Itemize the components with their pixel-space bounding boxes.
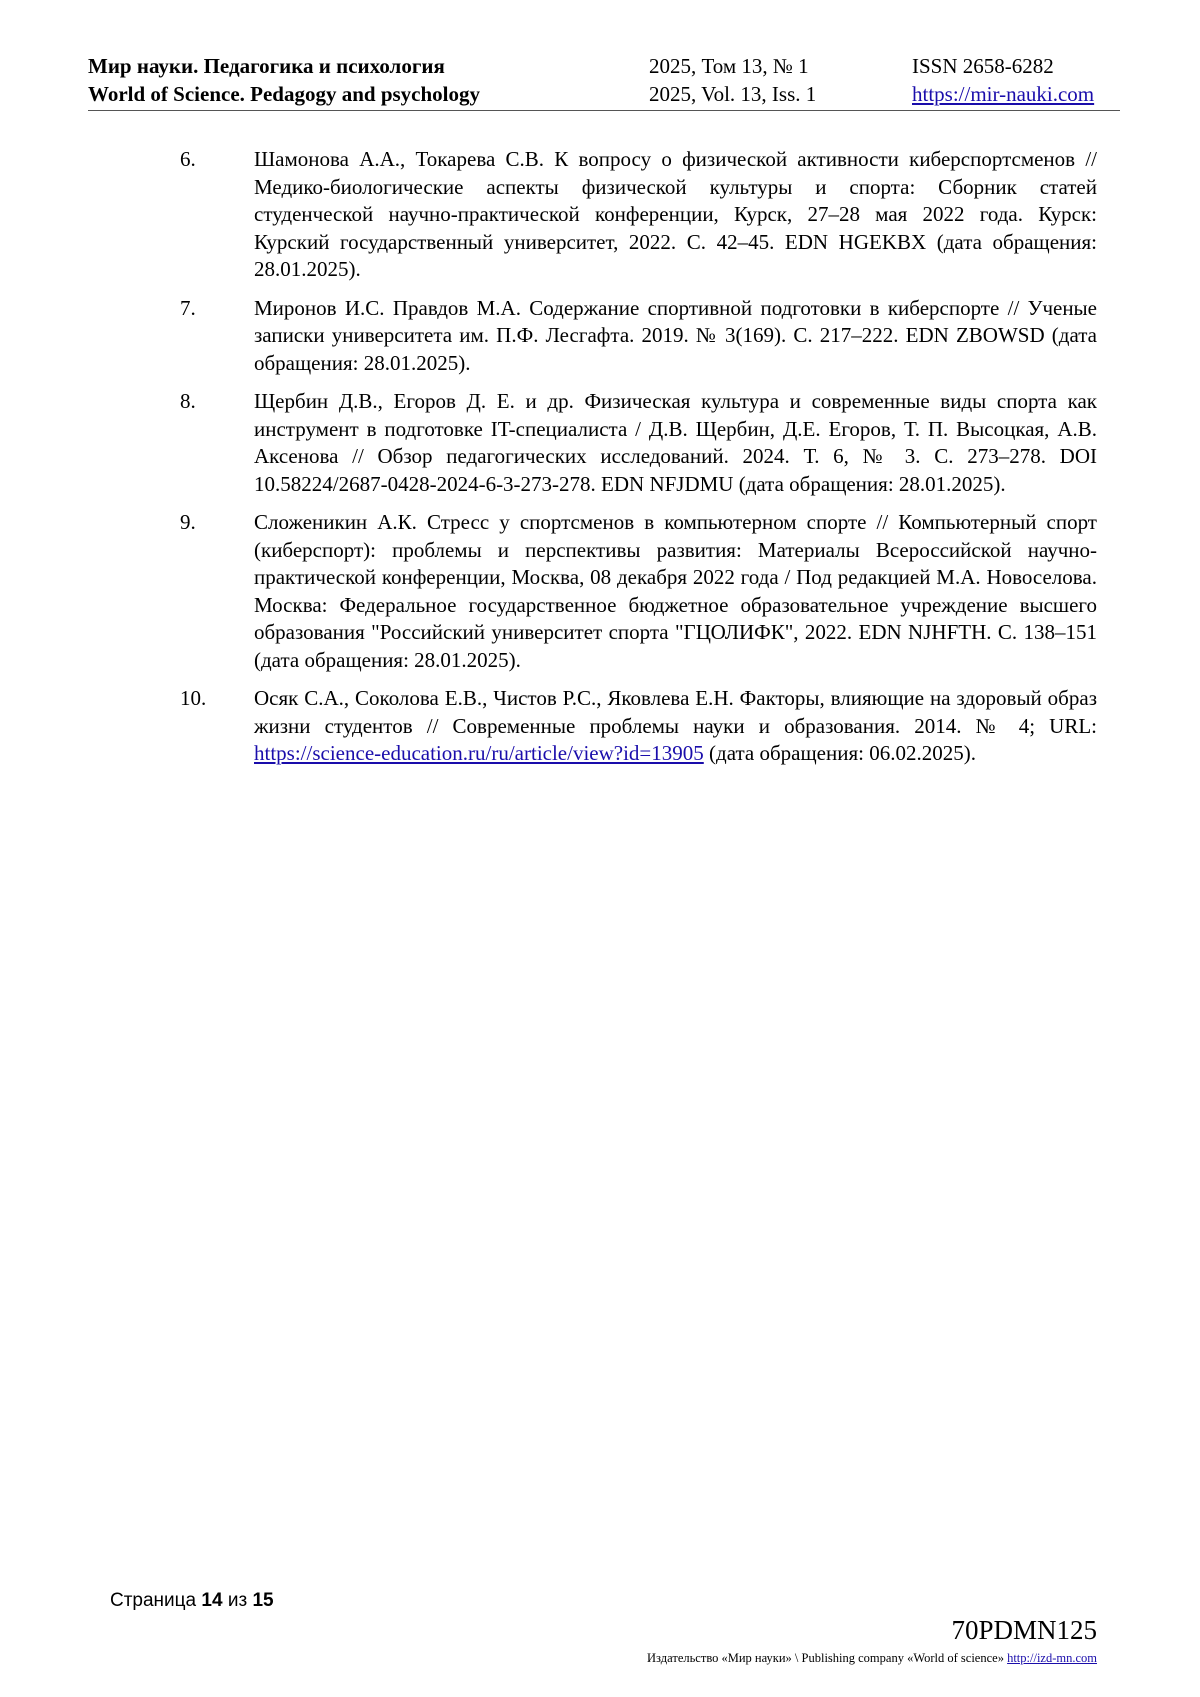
issue-info-en: 2025, Vol. 13, Iss. 1 xyxy=(649,82,817,106)
reference-url-link[interactable]: https://science-education.ru/ru/article/view?id=13905 xyxy=(254,741,704,765)
journal-title-block xyxy=(88,52,480,108)
reference-item xyxy=(180,388,1097,498)
running-header xyxy=(88,52,1120,111)
issn-number: ISSN 2658-6282 xyxy=(912,54,1054,78)
reference-text-after-link: (дата обращения: 06.02.2025). xyxy=(703,741,976,765)
reference-item xyxy=(180,295,1097,378)
reference-item xyxy=(180,146,1097,284)
issue-info-block xyxy=(649,52,816,108)
issn-block xyxy=(912,52,1094,108)
journal-site-link[interactable]: https://mir-nauki.com xyxy=(912,82,1095,106)
reference-number: 9. xyxy=(180,510,196,534)
page-current: 14 xyxy=(201,1590,223,1611)
reference-item xyxy=(180,685,1097,768)
page-counter-separator: из xyxy=(227,1590,248,1611)
reference-item xyxy=(180,509,1097,674)
publisher-link[interactable]: http://izd-mn.com xyxy=(1007,1651,1097,1665)
page-counter-label: Страница xyxy=(110,1590,197,1611)
reference-text: Миронов И.С. Правдов М.А. Содержание спортивной подготовки в киберспорте // Ученые записки университета им. П.Ф. Лесгафта. 2019. № 3(169). С. 217–222. EDN ZBOWSD (дата обращения: 28.01.2025). xyxy=(254,295,1097,375)
issue-info-ru: 2025, Том 13, № 1 xyxy=(649,54,809,78)
journal-title-ru: Мир науки. Педагогика и психология xyxy=(88,54,445,78)
reference-text: Шамонова А.А., Токарева С.В. К вопросу о физической активности киберспортсменов // Медико-биологические аспекты физической культуры и спорта: Сборник статей студенческой научно-практической конференции, Курск, 27–28 мая 2022 года. Курск: Курский государственный университет, 2022. С. 42–45. EDN HGEKBX (дата обращения: 28.01.2025). xyxy=(254,147,1097,281)
reference-text: Щербин Д.В., Егоров Д. Е. и др. Физическая культура и современные виды спорта как инструмент в подготовке IT-специалиста / Д.В. Щербин, Д.Е. Егоров, Т. П. Высоцкая, А.В. Аксенова // Обзор педагогических исследований. 2024. Т. 6, № 3. С. 273–278. DOI 10.58224/2687-0428-2024-6-3-273-278. EDN NFJDMU (дата обращения: 28.01.2025). xyxy=(254,389,1097,496)
publisher-line xyxy=(647,1651,1097,1666)
reference-text-before-link: Осяк С.А., Соколова Е.В., Чистов Р.С., Яковлева Е.Н. Факторы, влияющие на здоровый образ жизни студентов // Современные проблемы науки и образования. 2014. № 4; URL: xyxy=(254,686,1097,738)
reference-list xyxy=(180,146,1097,779)
journal-title-en: World of Science. Pedagogy and psychology xyxy=(88,82,481,106)
reference-number: 7. xyxy=(180,295,196,320)
publisher-text: Издательство «Мир науки» \ Publishing company «World of science» xyxy=(647,1651,1004,1665)
page-counter xyxy=(110,1590,274,1612)
article-code: 70PDMN125 xyxy=(951,1615,1097,1645)
reference-number: 10. xyxy=(180,686,207,710)
reference-number: 8. xyxy=(180,389,196,413)
reference-text: Сложеникин А.К. Стресс у спортсменов в компьютерном спорте // Компьютерный спорт (киберспорт): проблемы и перспективы развития: Материалы Всероссийской научно-практической конференции, Москва, 08 декабря 2022 года / Под редакцией М.А. Новоселова. Москва: Федеральное государственное бюджетное образовательное учреждение высшего образования "Российский университет спорта "ГЦОЛИФК", 2022. EDN NJHFTH. С. 138–151 (дата обращения: 28.01.2025). xyxy=(254,510,1097,672)
reference-number: 6. xyxy=(180,147,196,171)
page-total: 15 xyxy=(252,1590,274,1611)
